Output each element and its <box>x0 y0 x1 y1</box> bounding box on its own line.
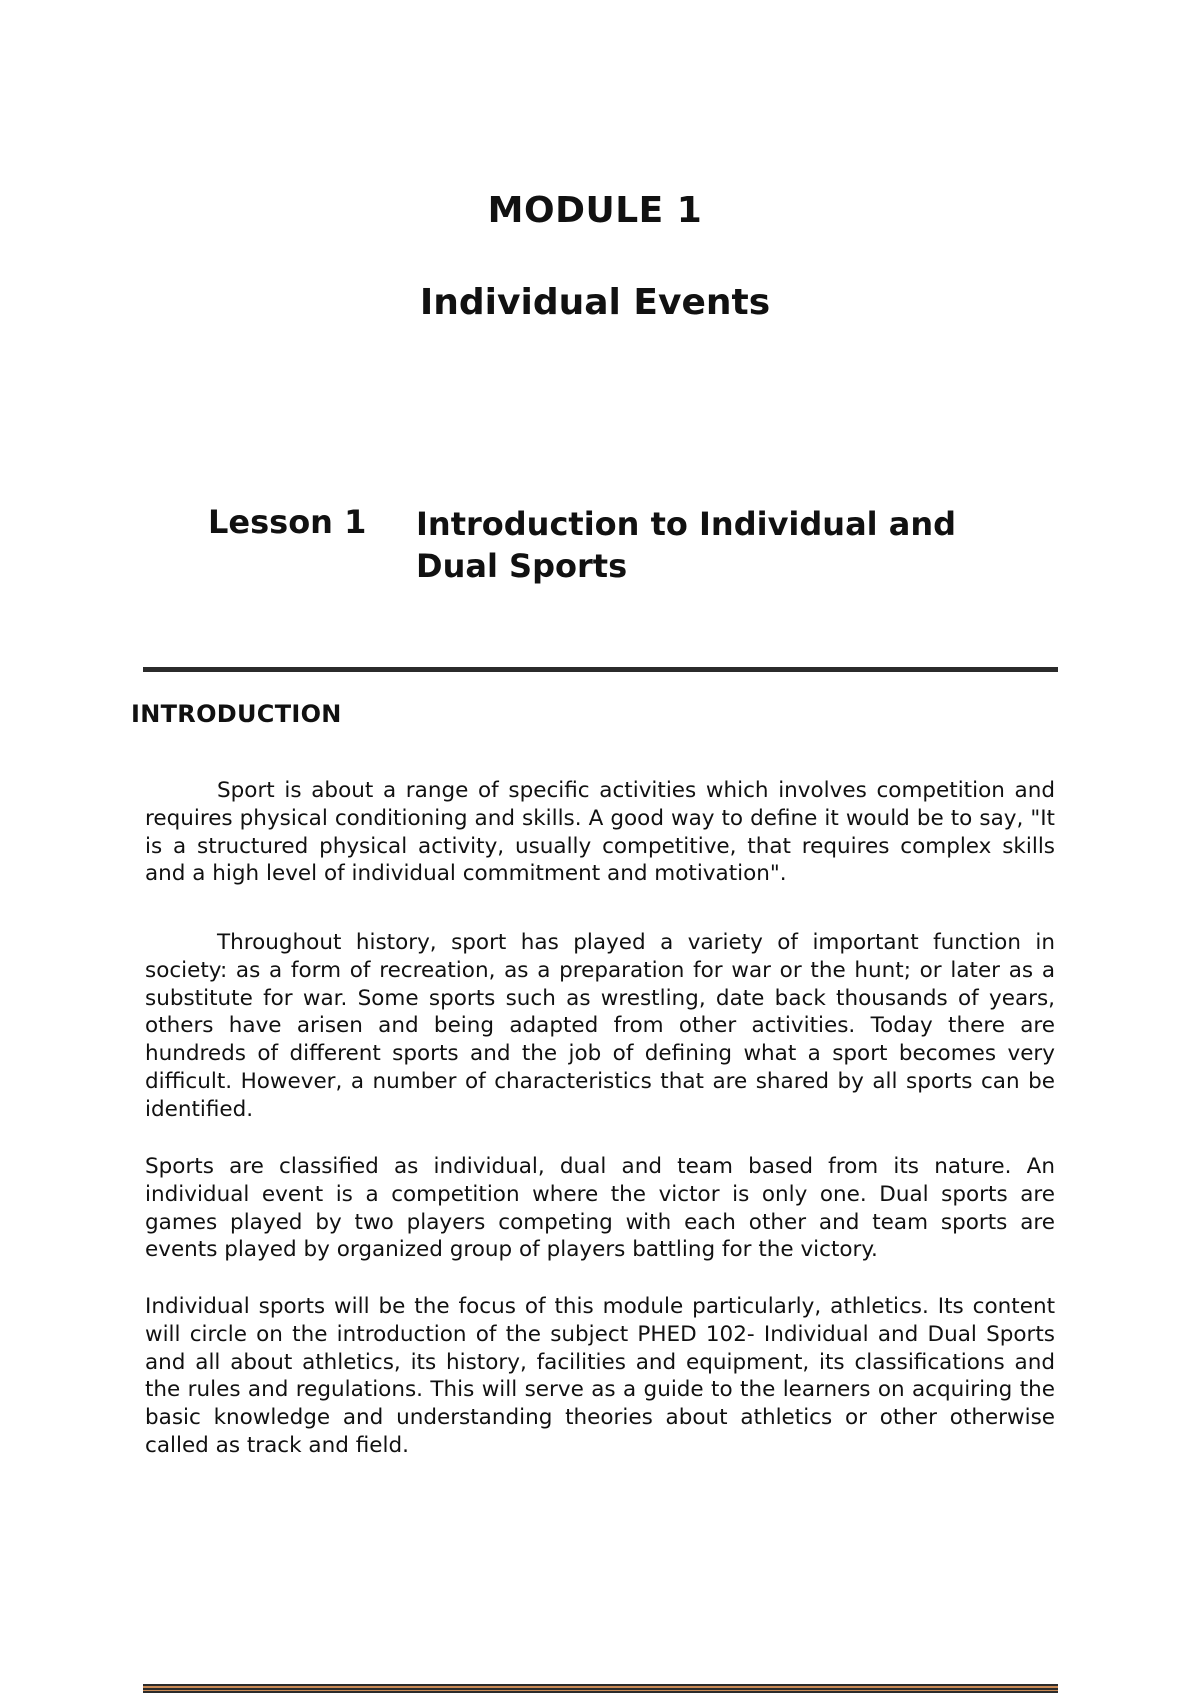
lesson-title: Introduction to Individual and Dual Sports <box>416 505 957 585</box>
module-title: MODULE 1 <box>487 190 703 231</box>
lesson-number: Lesson 1 <box>208 503 367 541</box>
paragraph-1: Sport is about a range of specific activities which involves competition and requires physical conditioning and skills. A good way to define it would be to say, "It is a structured physical activity, usually competitive, that requires complex skills and a high level of individual commitment and motivation". <box>145 778 1055 887</box>
paragraph-2: Throughout history, sport has played a variety of important function in society: as a form of recreation, as a preparation for war or the hunt; or later as a substitute for war. Some sports such as wrestling, date back thousands of years, others have arisen and being adapted from other activities. Today there are hundreds of different sports and the job of defining what a sport becomes very difficult. However, a number of characteristics that are shared by all sports can be identified. <box>145 930 1055 1122</box>
paragraph-3: Sports are classified as individual, dual and team based from its nature. An individual event is a competition where the victor is only one. Dual sports are games played by two players competing with each other and team sports are events played by organized group of players battling for the victory. <box>145 1154 1055 1263</box>
paragraph-4: Individual sports will be the focus of this module particularly, athletics. Its content will circle on the introduction of the subject PHED 102- Individual and Dual Sports and all about athletics, its history, facilities and equipment, its classifications and the rules and regulations. This will serve as a guide to the learners on acquiring the basic knowledge and understanding theories about athletics or other otherwise called as track and field. <box>145 1294 1055 1458</box>
module-subtitle: Individual Events <box>419 282 771 323</box>
section-heading: INTRODUCTION <box>131 700 342 728</box>
top-divider <box>143 667 1058 672</box>
footer-divider <box>143 1684 1058 1693</box>
